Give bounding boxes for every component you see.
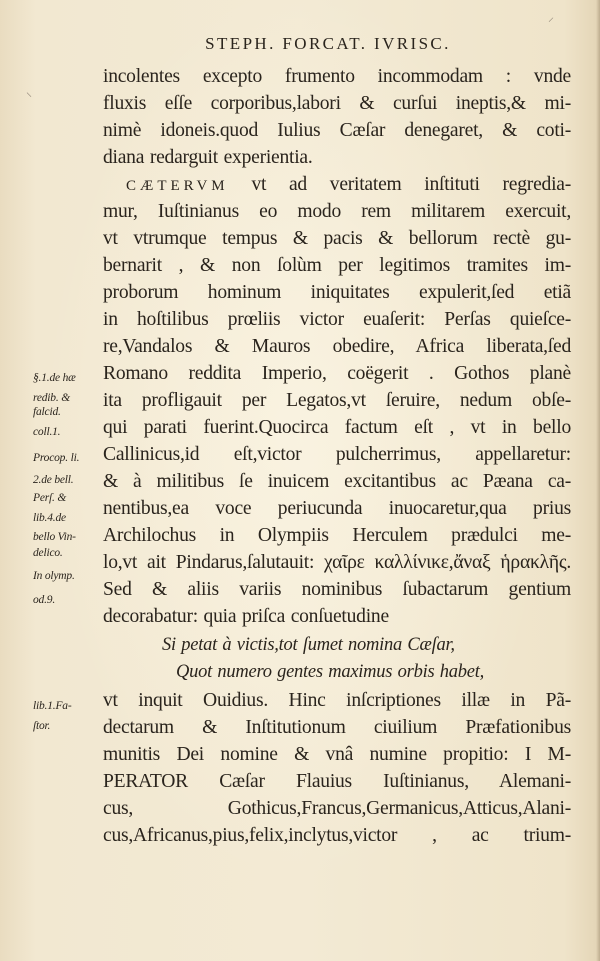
margin-note-2: redib. &: [33, 392, 70, 404]
text-line-13: ita profligauit per Legatos,vt ſeruire, nedum obſe-: [103, 390, 571, 411]
stray-mark-left: ⸌: [26, 90, 33, 104]
margin-note-12: od.9.: [33, 594, 56, 606]
text-line-2: fluxis eſſe corporibus,labori & curſui ineptis,& mi-: [103, 93, 571, 114]
text-line-28: cus, Gothicus,Francus,Germanicus,Atticus,Alani-: [103, 798, 571, 819]
margin-note-9: bello Vin-: [33, 531, 76, 543]
margin-note-6: 2.de bell.: [33, 474, 74, 486]
margin-note-3: falcid.: [33, 406, 61, 418]
margin-note-4: coll.1.: [33, 426, 61, 438]
text-line-1: incolentes excepto frumento incommodam : vnde: [103, 66, 571, 87]
text-line-15: Callinicus,id eſt,victor pulcherrimus, appellaretur:: [103, 444, 571, 465]
text-line-25: dectarum & Inſtitutionum ciuilium Præfationibus: [103, 717, 571, 738]
margin-note-14: ſtor.: [33, 720, 51, 732]
margin-note-1: §.1.de hæ: [33, 372, 76, 384]
margin-note-7: Perſ. &: [33, 492, 67, 504]
page-edge-shadow: [596, 0, 600, 961]
verse-line-2: Quot numero gentes maximus orbis habet,: [176, 662, 485, 682]
margin-note-11: In olymp.: [33, 570, 75, 582]
text-line-8: bernarit , & non ſolùm per legitimos tramites im-: [103, 255, 571, 276]
text-line-6: mur, Iuſtinianus eo modo rem militarem exercuit,: [103, 201, 571, 222]
margin-note-10: delico.: [33, 547, 63, 559]
margin-note-5: Procop. li.: [33, 452, 80, 464]
verse-line-1: Si petat à victis,tot ſumet nomina Cæſar,: [162, 635, 455, 655]
margin-note-13: lib.1.Fa-: [33, 700, 72, 712]
text-line-18: Archilochus in Olympiis Herculem prædulci me-: [103, 525, 571, 546]
section-opening-word: CÆTERVM: [126, 178, 229, 194]
text-line-5: CÆTERVM vt ad veritatem inſtituti regredia-: [126, 174, 571, 195]
text-line-3: nimè idoneis.quod Iulius Cæſar denegaret, & coti-: [103, 120, 571, 141]
text-line-10: in hoſtilibus prœliis victor euaſerit: Perſas quieſce-: [103, 309, 571, 330]
text-line-19: lo,vt ait Pindarus,ſalutauit: χαῖρε καλλίνικε,ἄναξ ἡρακλῆς.: [103, 552, 571, 573]
text-line-7: vt vtrumque tempus & pacis & bellorum rectè gu-: [103, 228, 571, 249]
text-line-20: Sed & aliis variis nominibus ſubactarum gentium: [103, 579, 571, 600]
text-line-24: vt inquit Ouidius. Hinc inſcriptiones illæ in Pã-: [103, 690, 571, 711]
text-line-29: cus,Africanus,pius,felix,inclytus,victor , ac trium-: [103, 825, 571, 846]
text-line-4: diana redarguit experientia.: [103, 147, 313, 168]
stray-mark-top: ⸝: [548, 10, 555, 24]
text-line-16: & à militibus ſe inuicem excitantibus ac Pæana ca-: [103, 471, 571, 492]
text-line-21: decorabatur: quia priſca conſuetudine: [103, 606, 389, 627]
text-line-14: qui parati fuerint.Quocirca factum eſt , vt in bello: [103, 417, 571, 438]
text-line-27: PERATOR Cæſar Flauius Iuſtinianus, Alemani-: [103, 771, 571, 792]
text-line-17: nentibus,ea voce periucunda inuocaretur,qua prius: [103, 498, 571, 519]
text-line-26: munitis Dei nomine & vnâ numine propitio: I M-: [103, 744, 571, 765]
text-line-9: proborum hominum iniquitates expulerit,ſed etiã: [103, 282, 571, 303]
margin-note-8: lib.4.de: [33, 512, 66, 524]
text-line-12: Romano reddita Imperio, coëgerit . Gothos planè: [103, 363, 571, 384]
text-line-11: re,Vandalos & Mauros obedire, Africa liberata,ſed: [103, 336, 571, 357]
running-head: STEPH. FORCAT. IVRISC.: [205, 34, 451, 53]
